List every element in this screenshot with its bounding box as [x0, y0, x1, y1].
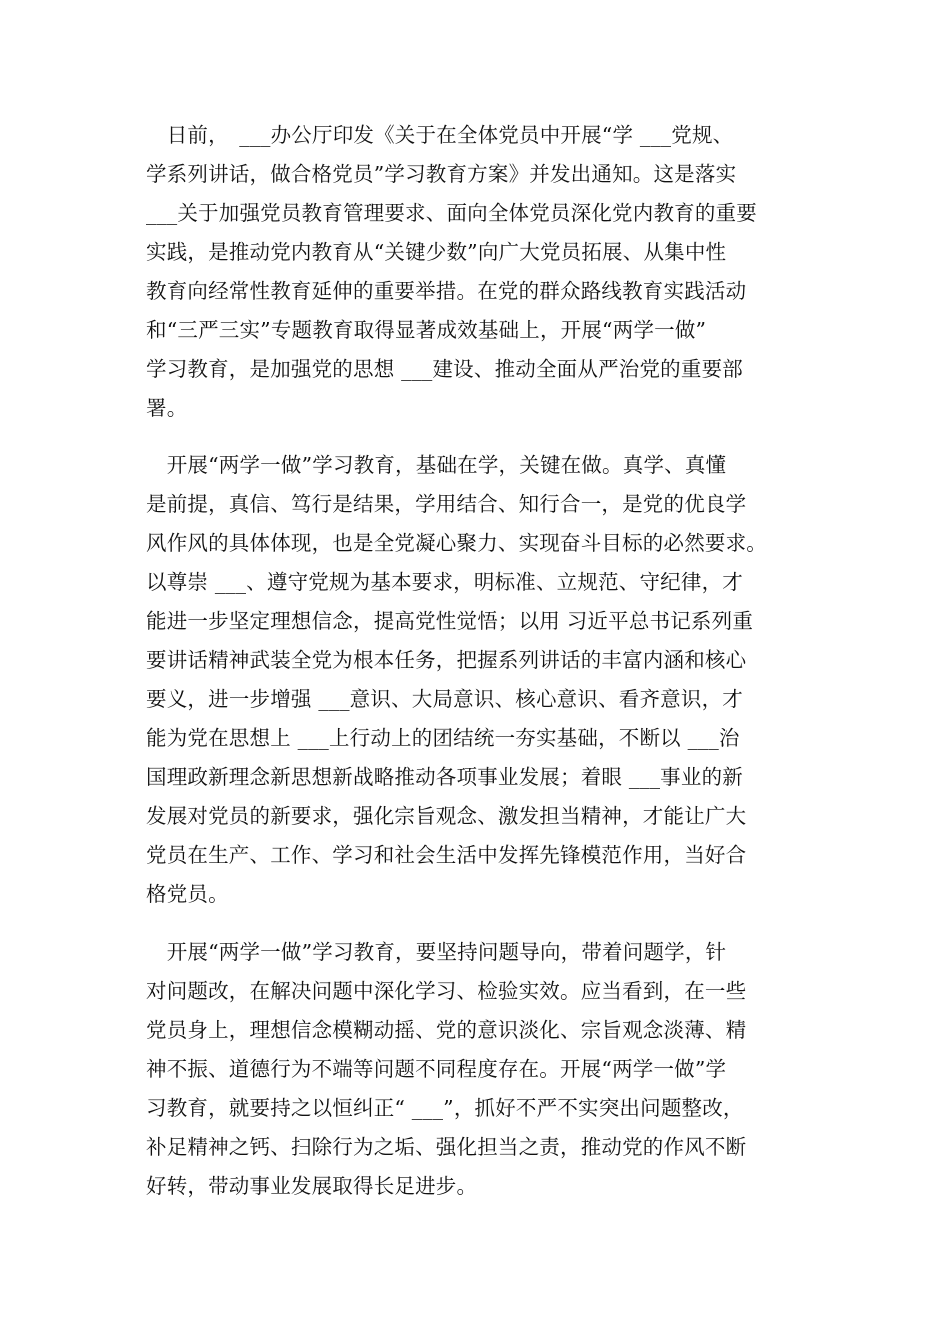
- text-line: 习教育，就要持之以恒纠正“ ___”，抓好不严不实突出问题整改，: [146, 1096, 744, 1120]
- text-line: ___关于加强党员教育管理要求、面向全体党员深化党内教育的重要: [146, 201, 757, 225]
- text-line: 好转，带动事业发展取得长足进步。: [146, 1174, 478, 1198]
- text-line: 格党员。: [146, 882, 229, 906]
- text-line: 要义，进一步增强 ___意识、大局意识、核心意识、看齐意识，才: [146, 687, 743, 711]
- paragraph-2: [146, 446, 806, 914]
- text-line: 能为党在思想上 ___上行动上的团结统一夯实基础，不断以 ___治: [146, 726, 740, 750]
- text-line: 党员在生产、工作、学习和社会生活中发挥先锋模范作用，当好合: [146, 843, 747, 867]
- text-line: 和“三严三实”专题教育取得显著成效基础上，开展“两学一做”: [146, 318, 707, 342]
- text-line: 风作风的具体体现，也是全党凝心聚力、实现奋斗目标的必然要求。: [146, 531, 767, 555]
- text-line: 以尊崇 ___、遵守党规为基本要求，明标准、立规范、守纪律，才: [146, 570, 743, 594]
- text-line: 党员身上，理想信念模糊动摇、党的意识淡化、宗旨观念淡薄、精: [146, 1018, 747, 1042]
- text-line: 补足精神之钙、扫除行为之垢、强化担当之责，推动党的作风不断: [146, 1135, 747, 1159]
- text-line: 学系列讲话，做合格党员”学习教育方案》并发出通知。这是落实: [146, 162, 737, 186]
- text-line: 神不振、道德行为不端等问题不同程度存在。开展“两学一做”学: [146, 1057, 727, 1081]
- text-line: 署。: [146, 396, 188, 420]
- text-line: 是前提，真信、笃行是结果，学用结合、知行合一，是党的优良学: [146, 492, 747, 516]
- text-line: 日前， ___办公厅印发《关于在全体党员中开展“学 ___党规、: [146, 123, 734, 147]
- text-line: 能进一步坚定理想信念，提高党性觉悟；以用 习近平总书记系列重: [146, 609, 754, 633]
- paragraph-3: [146, 933, 806, 1206]
- text-line: 对问题改，在解决问题中深化学习、检验实效。应当看到，在一些: [146, 979, 747, 1003]
- text-line: 开展“两学一做”学习教育，要坚持问题导向，带着问题学，针: [146, 940, 727, 964]
- paragraph-1: [146, 116, 806, 428]
- text-line: 开展“两学一做”学习教育，基础在学，关键在做。真学、真懂: [146, 453, 727, 477]
- text-line: 国理政新理念新思想新战略推动各项事业发展；着眼 ___事业的新: [146, 765, 743, 789]
- text-line: 要讲话精神武装全党为根本任务，把握系列讲话的丰富内涵和核心: [146, 648, 747, 672]
- text-line: 发展对党员的新要求，强化宗旨观念、激发担当精神，才能让广大: [146, 804, 747, 828]
- text-line: 教育向经常性教育延伸的重要举措。在党的群众路线教育实践活动: [146, 279, 747, 303]
- text-line: 学习教育，是加强党的思想 ___建设、推动全面从严治党的重要部: [146, 357, 743, 381]
- text-line: 实践，是推动党内教育从“关键少数”向广大党员拓展、从集中性: [146, 240, 727, 264]
